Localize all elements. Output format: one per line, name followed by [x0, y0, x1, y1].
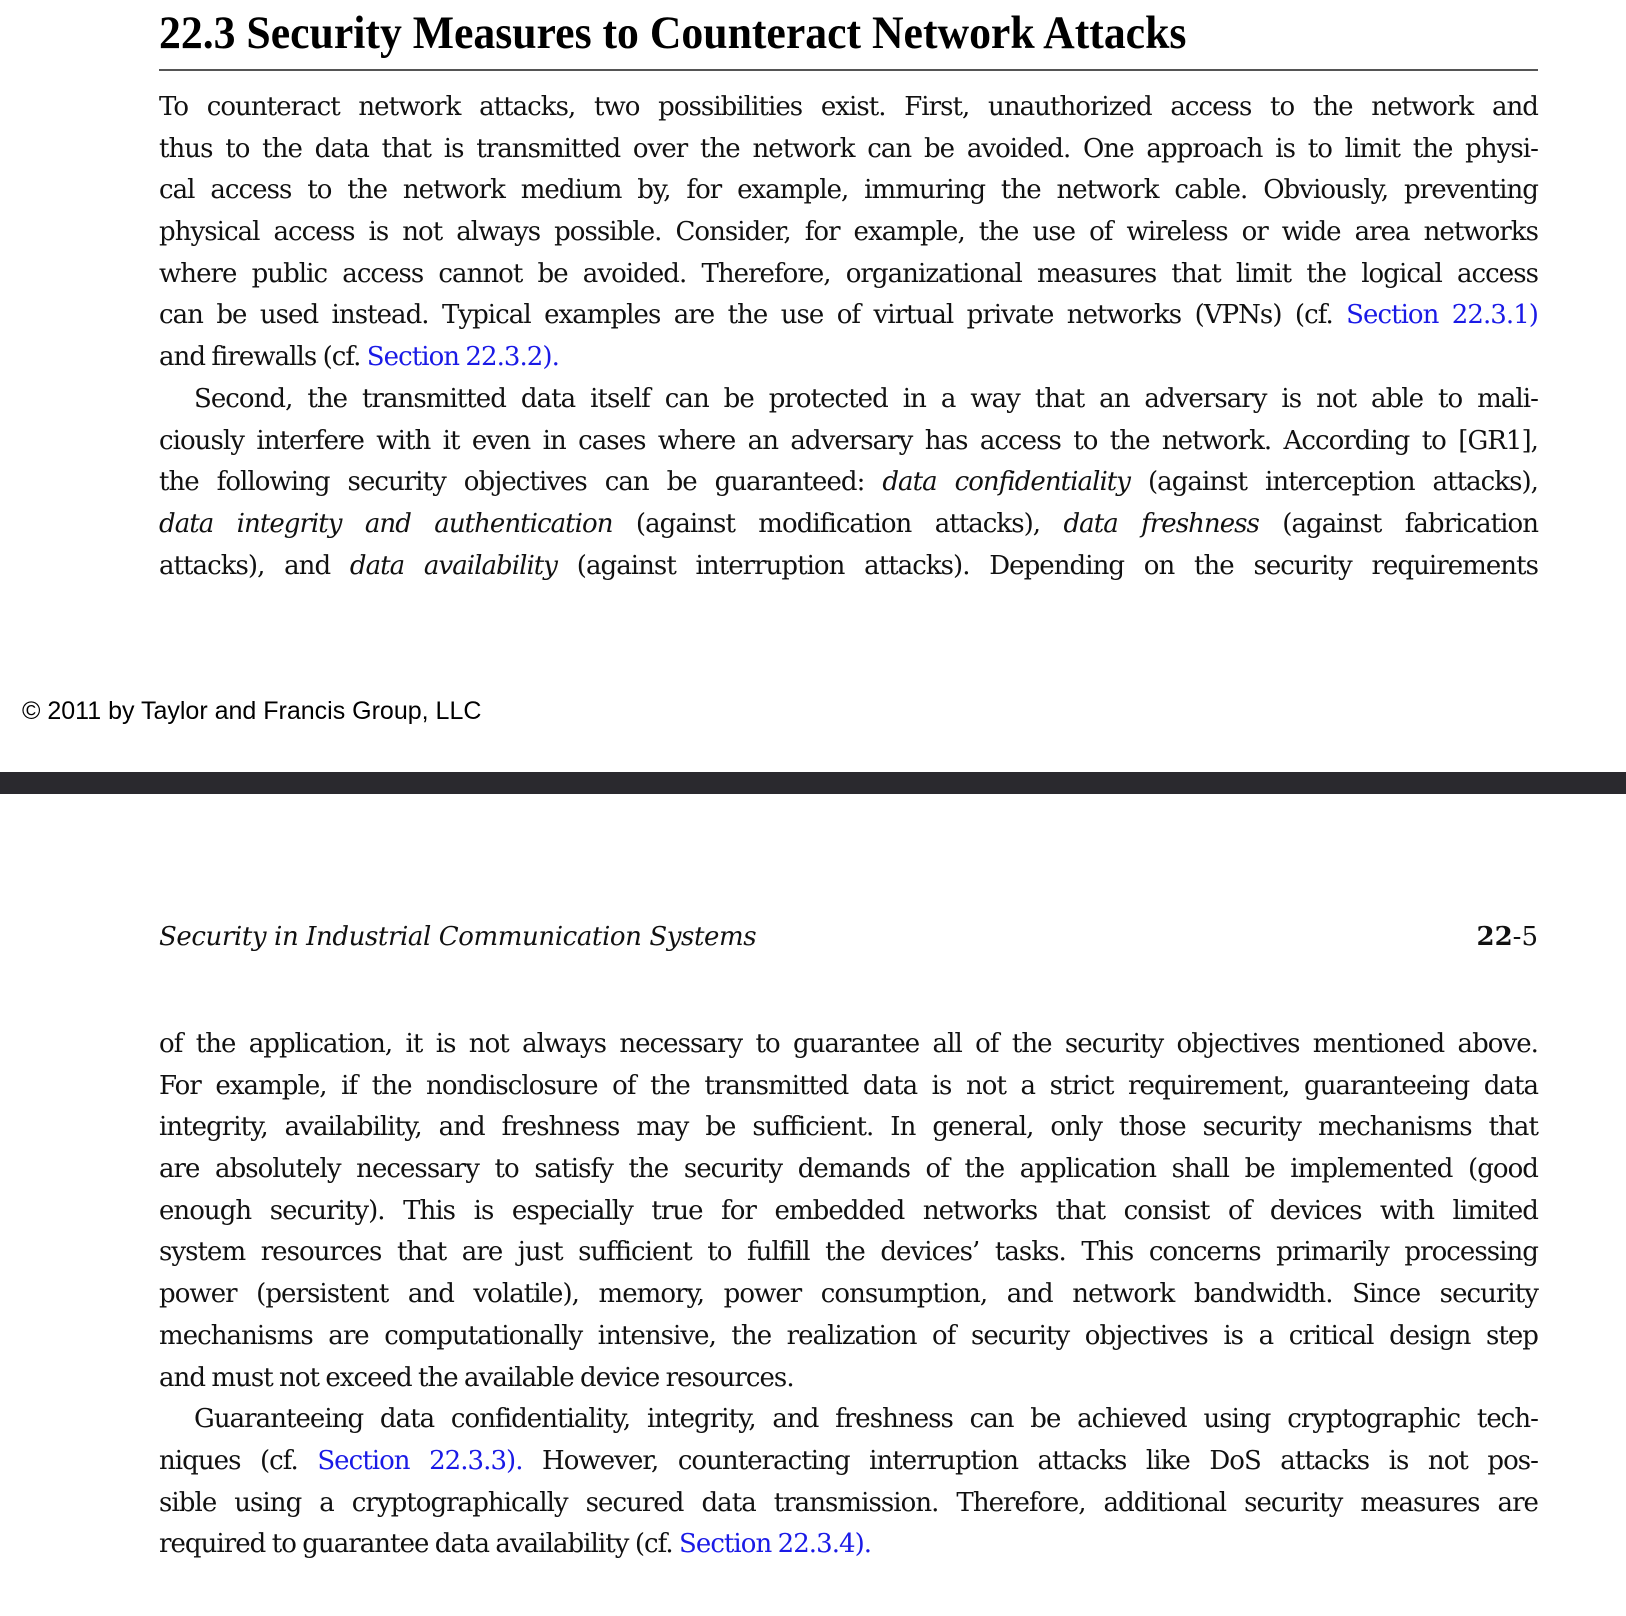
- text-line: For example, if the nondisclosure of the transmitted data is not a strict requirement, guaranteeing data: [159, 1070, 1538, 1101]
- text-line: thus to the data that is transmitted over the network can be avoided. One approach is to limit the physi-: [159, 133, 1538, 164]
- section-link-22-3-1[interactable]: Section 22.3.1): [1346, 300, 1538, 331]
- text-span: can be used instead. Typical examples are the use of virtual private networks (VPNs) (cf.: [159, 300, 1347, 331]
- text-line: [159, 546, 1538, 588]
- copyright-notice: © 2011 by Taylor and Francis Group, LLC: [22, 697, 482, 725]
- text-line: [159, 504, 1538, 546]
- text-span: required to guarantee data availability (cf.: [159, 1529, 680, 1560]
- page-divider: [0, 772, 1626, 794]
- text-span: and firewalls (cf.: [159, 342, 367, 373]
- text-line: ciously interfere with it even in cases where an adversary has access to the network. According to [GR1],: [159, 425, 1538, 456]
- emphasis-text: data integrity and authentication: [159, 508, 613, 539]
- page-number-chapter: 22: [1476, 922, 1513, 952]
- text-line: and must not exceed the available device resources.: [159, 1362, 794, 1393]
- text-line: are absolutely necessary to satisfy the security demands of the application shall be implemented (good: [159, 1154, 1538, 1185]
- text-line: sible using a cryptographically secured data transmission. Therefore, additional security measures are: [159, 1487, 1538, 1518]
- text-line: Guaranteeing data confidentiality, integrity, and freshness can be achieved using cryptographic tech-: [194, 1404, 1538, 1435]
- text-line: integrity, availability, and freshness may be sufficient. In general, only those security mechanisms that: [159, 1112, 1538, 1143]
- text-span: (against modification attacks),: [612, 508, 1064, 539]
- text-line: system resources that are just sufficient to fulfill the devices’ tasks. This concerns primarily processing: [159, 1237, 1538, 1268]
- text-span: (against interruption attacks). Depending on the security requirements: [557, 550, 1538, 581]
- text-line: [159, 337, 1538, 379]
- text-line: enough security). This is especially true for embedded networks that consist of devices with limited: [159, 1195, 1538, 1226]
- text-span: niques (cf.: [159, 1445, 318, 1476]
- section-link-22-3-3[interactable]: Section 22.3.3).: [317, 1445, 523, 1476]
- text-line: [159, 295, 1538, 337]
- section-link-22-3-4[interactable]: Section 22.3.4).: [679, 1529, 872, 1560]
- emphasis-text: data availability: [349, 550, 558, 581]
- text-line: [159, 462, 1538, 504]
- text-line: of the application, it is not always necessary to guarantee all of the security objectives mentioned above.: [159, 1029, 1538, 1059]
- text-line: Second, the transmitted data itself can be protected in a way that an adversary is not able to mali-: [194, 383, 1538, 414]
- body-text-bottom: [159, 1024, 1538, 1566]
- text-line: physical access is not always possible. Consider, for example, the use of wireless or wide area networks: [159, 217, 1538, 248]
- text-line: where public access cannot be avoided. Therefore, organizational measures that limit the logical access: [159, 258, 1538, 289]
- section-link-22-3-2[interactable]: Section 22.3.2).: [366, 342, 559, 373]
- text-span: However, counteracting interruption attacks like DoS attacks is not pos-: [522, 1445, 1539, 1476]
- emphasis-text: data confidentiality: [882, 467, 1131, 498]
- running-head: Security in Industrial Communication Systems: [159, 922, 757, 952]
- text-line: power (persistent and volatile), memory, power consumption, and network bandwidth. Since security: [159, 1279, 1538, 1310]
- text-span: attacks), and: [159, 550, 350, 581]
- text-line: [159, 1441, 1538, 1483]
- text-span: the following security objectives can be guaranteed:: [159, 467, 883, 498]
- section-heading: 22.3 Security Measures to Counteract Network Attacks: [159, 7, 1187, 59]
- page-number-page: -5: [1512, 922, 1538, 952]
- page-top: [0, 0, 1626, 772]
- emphasis-text: data freshness: [1063, 508, 1259, 539]
- text-span: (against interception attacks),: [1130, 467, 1538, 498]
- page-number: [1476, 922, 1538, 952]
- heading-rule: [159, 69, 1538, 71]
- text-line: To counteract network attacks, two possibilities exist. First, unauthorized access to the network and: [159, 92, 1538, 122]
- text-span: (against fabrication: [1258, 508, 1538, 539]
- body-text-top: [159, 87, 1538, 587]
- text-line: mechanisms are computationally intensive, the realization of security objectives is a critical design step: [159, 1320, 1538, 1351]
- text-line: [159, 1524, 1538, 1566]
- text-line: cal access to the network medium by, for example, immuring the network cable. Obviously, preventing: [159, 175, 1538, 206]
